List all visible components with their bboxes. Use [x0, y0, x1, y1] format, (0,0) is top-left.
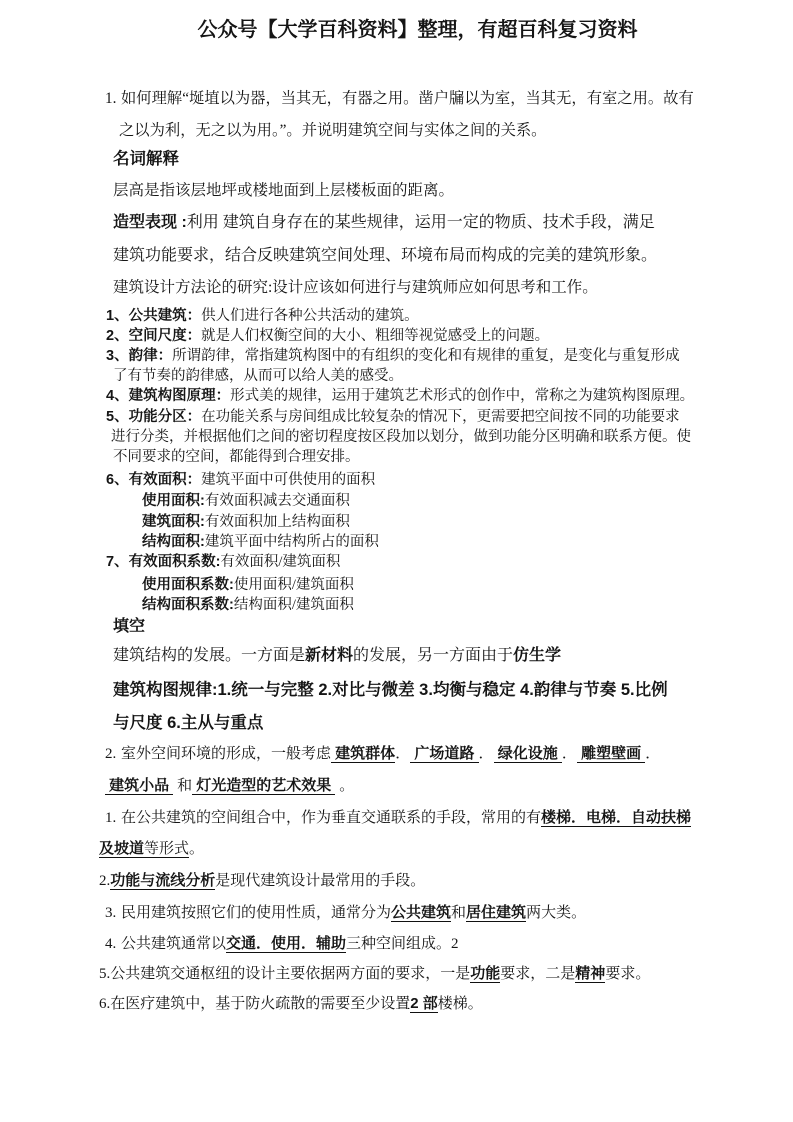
text-segment: 是现代建筑设计最常用的手段。 [215, 873, 426, 889]
fill-blank-line [105, 933, 459, 955]
definition-line [111, 427, 691, 448]
text-segment: 三种空间组成。2 [346, 936, 459, 952]
question-1-line-2 [119, 120, 546, 141]
text-segment: ． [478, 746, 494, 762]
text-segment: 仿生学 [513, 647, 562, 664]
text-segment: 进行分类，并根据他们之间的密切程度按区段加以划分，做到功能分区明确和联系方便。使 [111, 429, 691, 445]
text-segment: 结构面积/建筑面积 [233, 597, 354, 613]
text-segment: 建筑功能要求，结合反映建筑空间处理、环境布局而构成的完美的建筑形象。 [113, 247, 658, 264]
text-segment: 在公共建筑的空间组合中，作为垂直交通联系的手段，常用的有 [121, 810, 542, 826]
text-segment: 3、韵律： [106, 348, 173, 364]
text-segment: 公共建筑交通枢纽的设计主要依据两方面的要求，一是 [110, 966, 471, 982]
text-segment: 结构面积: [142, 534, 205, 550]
sub-definition-line [142, 512, 350, 533]
fill-blank-line [105, 807, 691, 829]
fill-blank-line [113, 645, 561, 666]
glossary-paragraph [113, 212, 655, 233]
text-segment: 结构面积系数: [142, 597, 234, 613]
composition-rules-line [113, 679, 668, 701]
blank-answer: 楼梯．电梯．自动扶梯 [541, 809, 692, 826]
text-segment: 在功能关系与房间组成比较复杂的情况下，更需要把空间按不同的功能要求 [201, 409, 680, 425]
blank-answer: 建筑群体 [331, 745, 396, 762]
text-segment: 公共建筑通常以 [121, 936, 227, 952]
blank-answer: 居住建筑 [466, 904, 527, 921]
blank-answer: 灯光造型的艺术效果 [192, 777, 336, 794]
text-segment: 就是人们权衡空间的大小、粗细等视觉感受上的问题。 [201, 328, 550, 344]
definition-line [106, 552, 340, 573]
question-1-line-1 [105, 88, 694, 109]
text-segment: 民用建筑按照它们的使用性质，通常分为 [121, 905, 392, 921]
text-segment: 和 [173, 778, 193, 794]
text-segment: 6. [99, 996, 111, 1012]
text-segment: 造型表现 : [113, 214, 187, 231]
text-segment: 有效面积减去交通面积 [204, 493, 350, 509]
sub-definition-line [142, 575, 354, 596]
definition-line [106, 386, 694, 407]
sub-definition-line [142, 595, 354, 616]
text-segment: 与尺度 6.主从与重点 [113, 714, 264, 732]
blank-answer: 交通．使用．辅助 [226, 935, 347, 952]
text-segment: 了有节奏的韵律感，从而可以给人美的感受。 [113, 368, 403, 384]
text-segment: 建筑构图规律:1.统一与完整 2.对比与微差 3.均衡与稳定 4.韵律与节奏 5.比例 [113, 681, 668, 699]
text-segment: 2. [99, 873, 111, 889]
text-segment: 建筑平面中可供使用的面积 [201, 472, 376, 488]
text-segment: 4、建筑构图原理： [106, 388, 231, 404]
fill-blank-line [105, 743, 660, 765]
definition-line [106, 326, 549, 347]
list-number: 4. [105, 936, 117, 952]
glossary-paragraph [113, 180, 454, 201]
text-segment: 建筑设计方法论的研究:设计应该如何进行与建筑师应如何思考和工作。 [113, 279, 598, 296]
text-segment: 使用面积/建筑面积 [233, 577, 354, 593]
composition-rules-line [113, 712, 263, 734]
text-segment: 6、有效面积： [106, 472, 202, 488]
text-segment: 所谓韵律，常指建筑构图中的有组织的变化和有规律的重复，是变化与重复形成 [172, 348, 680, 364]
list-number: 2. [105, 746, 117, 762]
fill-blank-line [99, 963, 650, 985]
text-segment: 不同要求的空间，都能得到合理安排。 [113, 449, 360, 465]
fill-blank-line [99, 870, 425, 892]
blank-answer: 建筑小品 [105, 777, 174, 794]
text-segment: 建筑结构的发展。一方面是 [113, 647, 306, 664]
sub-definition-line [142, 491, 350, 512]
page-title: 公众号【大学百科资料】整理，有超百科复习资料 [197, 19, 638, 41]
text-segment: 有效面积加上结构面积 [204, 514, 350, 530]
text-segment: 。 [335, 778, 355, 794]
text-segment: 建筑面积: [142, 514, 205, 530]
list-number: 1. [105, 90, 117, 107]
list-number: 3. [105, 905, 117, 921]
text-segment: ． [645, 746, 661, 762]
sub-definition-line [142, 532, 379, 553]
blank-answer: 功能与流线分析 [110, 872, 216, 889]
blank-answer: 及坡道 [99, 840, 145, 857]
fill-blank-heading [113, 616, 145, 637]
text-segment: 利用 建筑自身存在的某些规律，运用一定的物质、技术手段，满足 [186, 214, 655, 231]
definition-line [106, 346, 680, 367]
glossary-paragraph [113, 245, 657, 266]
blank-answer: 等形式 [144, 841, 190, 857]
text-segment: 5. [99, 966, 111, 982]
fill-blank-line [99, 838, 204, 860]
text-segment: 有效面积/建筑面积 [220, 554, 341, 570]
blank-answer: 绿化设施 [493, 745, 562, 762]
text-segment: 使用面积: [142, 493, 205, 509]
text-segment: 5、功能分区： [106, 409, 202, 425]
text-segment: 之以为利，无之以为用。”。并说明建筑空间与实体之间的关系。 [119, 122, 547, 139]
text-segment: 2、空间尺度： [106, 328, 202, 344]
blank-answer: 雕塑壁画 [576, 745, 646, 762]
definition-line [113, 447, 360, 468]
blank-answer: 2 部 [410, 995, 438, 1012]
text-segment: ． [561, 746, 577, 762]
list-number: 1. [105, 810, 117, 826]
text-segment: 使用面积系数: [142, 577, 234, 593]
text-segment: 的发展，另一方面由于 [353, 647, 514, 664]
text-segment: 如何理解“埏埴以为器，当其无，有器之用。凿户牖以为室，当其无，有室之用。故有 [121, 90, 694, 107]
glossary-paragraph [113, 277, 598, 298]
text-segment: 。 [189, 841, 205, 857]
blank-answer: 功能 [470, 965, 501, 982]
text-segment: 室外空间环境的形成，一般考虑 [121, 746, 332, 762]
text-segment: 名词解释 [113, 150, 179, 168]
text-segment: 形式美的规律，运用于建筑艺术形式的创作中，常称之为建筑构图原理。 [230, 388, 695, 404]
fill-blank-line [99, 993, 483, 1015]
text-segment: 要求。 [605, 966, 651, 982]
fill-blank-line [105, 775, 354, 797]
fill-blank-line [105, 902, 586, 924]
text-segment: 新材料 [305, 647, 354, 664]
text-segment: 在医疗建筑中，基于防火疏散的需要至少设置 [110, 996, 411, 1012]
text-segment: 楼梯。 [437, 996, 483, 1012]
text-segment: 7、有效面积系数: [106, 554, 221, 570]
text-segment: 和 [451, 905, 467, 921]
text-segment: 填空 [113, 618, 146, 635]
blank-answer: 公共建筑 [391, 904, 452, 921]
text-segment: 两大类。 [526, 905, 587, 921]
blank-answer: 精神 [575, 965, 606, 982]
definition-line [106, 407, 680, 428]
definition-line [106, 306, 419, 327]
text-segment: 供人们进行各种公共活动的建筑。 [201, 308, 419, 324]
text-segment: 层高是指该层地坪或楼地面到上层楼板面的距离。 [113, 182, 455, 199]
blank-answer: 广场道路 [410, 745, 479, 762]
text-segment: 要求，二是 [500, 966, 576, 982]
text-segment: ． [395, 746, 411, 762]
text-segment: 1、公共建筑： [106, 308, 202, 324]
definition-line [106, 470, 375, 491]
definition-line [113, 366, 403, 387]
text-segment: 建筑平面中结构所占的面积 [204, 534, 379, 550]
glossary-heading [113, 148, 179, 170]
